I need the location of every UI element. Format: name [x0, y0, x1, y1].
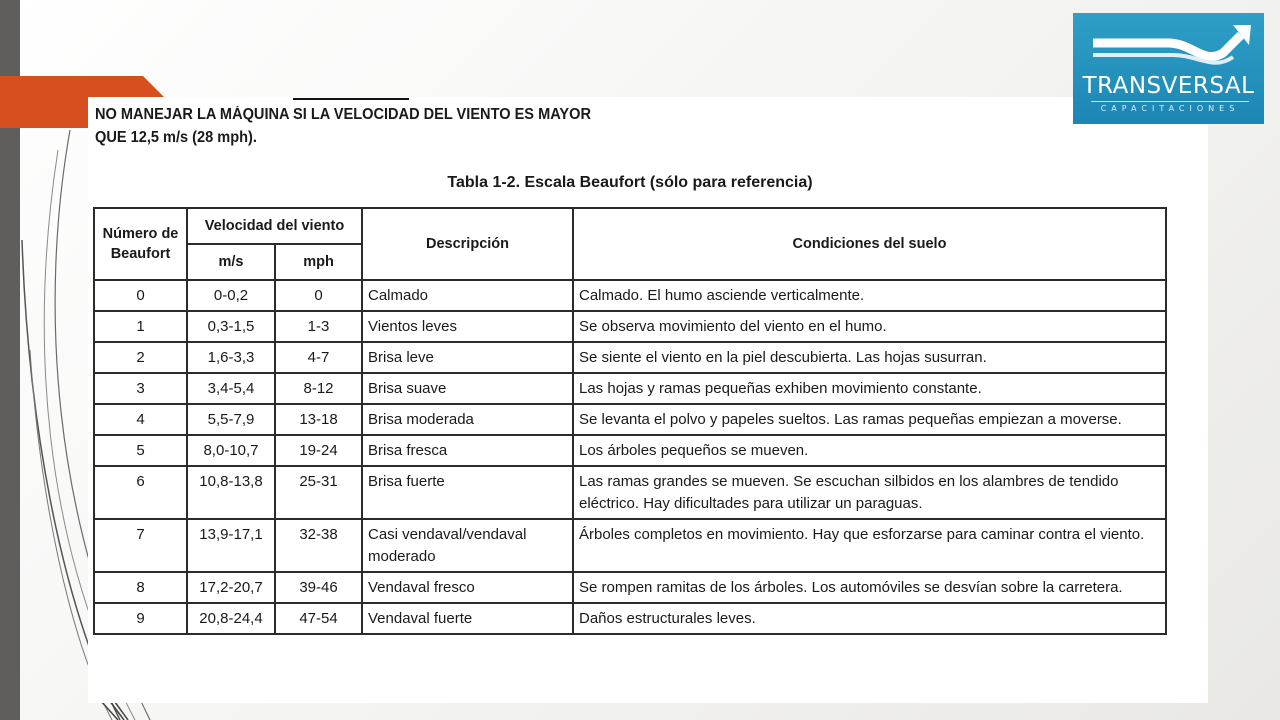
top-rule [293, 98, 409, 100]
header-wind-speed: Velocidad del viento [187, 208, 362, 244]
cell-conditions: Se levanta el polvo y papeles sueltos. Las ramas pequeñas empiezan a moverse. [573, 404, 1166, 435]
header-mph: mph [275, 244, 362, 280]
cell-conditions: Las ramas grandes se mueven. Se escuchan silbidos en los alambres de tendido eléctrico. Hay dificultades para utilizar un paraguas. [573, 466, 1166, 519]
transversal-logo [1073, 13, 1264, 124]
cell-ms: 10,8-13,8 [187, 466, 275, 519]
table-row [94, 572, 1166, 603]
table-row [94, 435, 1166, 466]
table-row [94, 519, 1166, 572]
cell-ms: 1,6-3,3 [187, 342, 275, 373]
cell-ms: 20,8-24,4 [187, 603, 275, 634]
cell-description: Brisa moderada [362, 404, 573, 435]
cell-ms: 0-0,2 [187, 280, 275, 311]
cell-mph: 39-46 [275, 572, 362, 603]
cell-number: 4 [94, 404, 187, 435]
cell-description: Casi vendaval/vendaval moderado [362, 519, 573, 572]
cell-description: Vientos leves [362, 311, 573, 342]
cell-ms: 17,2-20,7 [187, 572, 275, 603]
cell-conditions: Las hojas y ramas pequeñas exhiben movimiento constante. [573, 373, 1166, 404]
cell-mph: 1-3 [275, 311, 362, 342]
cell-number: 8 [94, 572, 187, 603]
logo-name: TRANSVERSAL [1082, 73, 1255, 99]
cell-number: 3 [94, 373, 187, 404]
wind-warning [95, 103, 659, 149]
cell-number: 6 [94, 466, 187, 519]
cell-number: 2 [94, 342, 187, 373]
table-row [94, 342, 1166, 373]
table-title: Tabla 1-2. Escala Beaufort (sólo para referencia) [447, 174, 813, 191]
cell-description: Calmado [362, 280, 573, 311]
cell-mph: 13-18 [275, 404, 362, 435]
cell-ms: 0,3-1,5 [187, 311, 275, 342]
cell-description: Brisa fresca [362, 435, 573, 466]
cell-conditions: Daños estructurales leves. [573, 603, 1166, 634]
cell-conditions: Se rompen ramitas de los árboles. Los automóviles se desvían sobre la carretera. [573, 572, 1166, 603]
cell-mph: 8-12 [275, 373, 362, 404]
cell-mph: 19-24 [275, 435, 362, 466]
cell-mph: 0 [275, 280, 362, 311]
cell-number: 5 [94, 435, 187, 466]
cell-number: 9 [94, 603, 187, 634]
cell-conditions: Árboles completos en movimiento. Hay que esforzarse para caminar contra el viento. [573, 519, 1166, 572]
warning-line-2: QUE 12,5 m/s (28 mph). [95, 129, 257, 146]
cell-number: 7 [94, 519, 187, 572]
cell-description: Brisa fuerte [362, 466, 573, 519]
cell-ms: 3,4-5,4 [187, 373, 275, 404]
cell-conditions: Se siente el viento en la piel descubierta. Las hojas susurran. [573, 342, 1166, 373]
cell-ms: 8,0-10,7 [187, 435, 275, 466]
cell-conditions: Se observa movimiento del viento en el humo. [573, 311, 1166, 342]
cell-mph: 4-7 [275, 342, 362, 373]
logo-tagline: CAPACITACIONES [1091, 101, 1249, 116]
cell-mph: 25-31 [275, 466, 362, 519]
table-row [94, 404, 1166, 435]
header-description: Descripción [362, 208, 573, 280]
cell-number: 1 [94, 311, 187, 342]
cell-mph: 47-54 [275, 603, 362, 634]
table-row [94, 280, 1166, 311]
cell-description: Vendaval fuerte [362, 603, 573, 634]
cell-mph: 32-38 [275, 519, 362, 572]
cell-conditions: Los árboles pequeños se mueven. [573, 435, 1166, 466]
cell-description: Brisa suave [362, 373, 573, 404]
header-beaufort-number: Número de Beaufort [94, 208, 187, 280]
arrow-icon [1073, 13, 1264, 73]
header-ms: m/s [187, 244, 275, 280]
cell-number: 0 [94, 280, 187, 311]
cell-conditions: Calmado. El humo asciende verticalmente. [573, 280, 1166, 311]
header-ground-conditions: Condiciones del suelo [573, 208, 1166, 280]
cell-ms: 13,9-17,1 [187, 519, 275, 572]
cell-description: Vendaval fresco [362, 572, 573, 603]
table-row [94, 466, 1166, 519]
cell-ms: 5,5-7,9 [187, 404, 275, 435]
warning-line-1: NO MANEJAR LA MÁQUINA SI LA VELOCIDAD DEL VIENTO ES MAYOR [95, 106, 591, 123]
table-row [94, 373, 1166, 404]
cell-description: Brisa leve [362, 342, 573, 373]
table-row [94, 311, 1166, 342]
beaufort-table [93, 207, 1167, 635]
table-row [94, 603, 1166, 634]
